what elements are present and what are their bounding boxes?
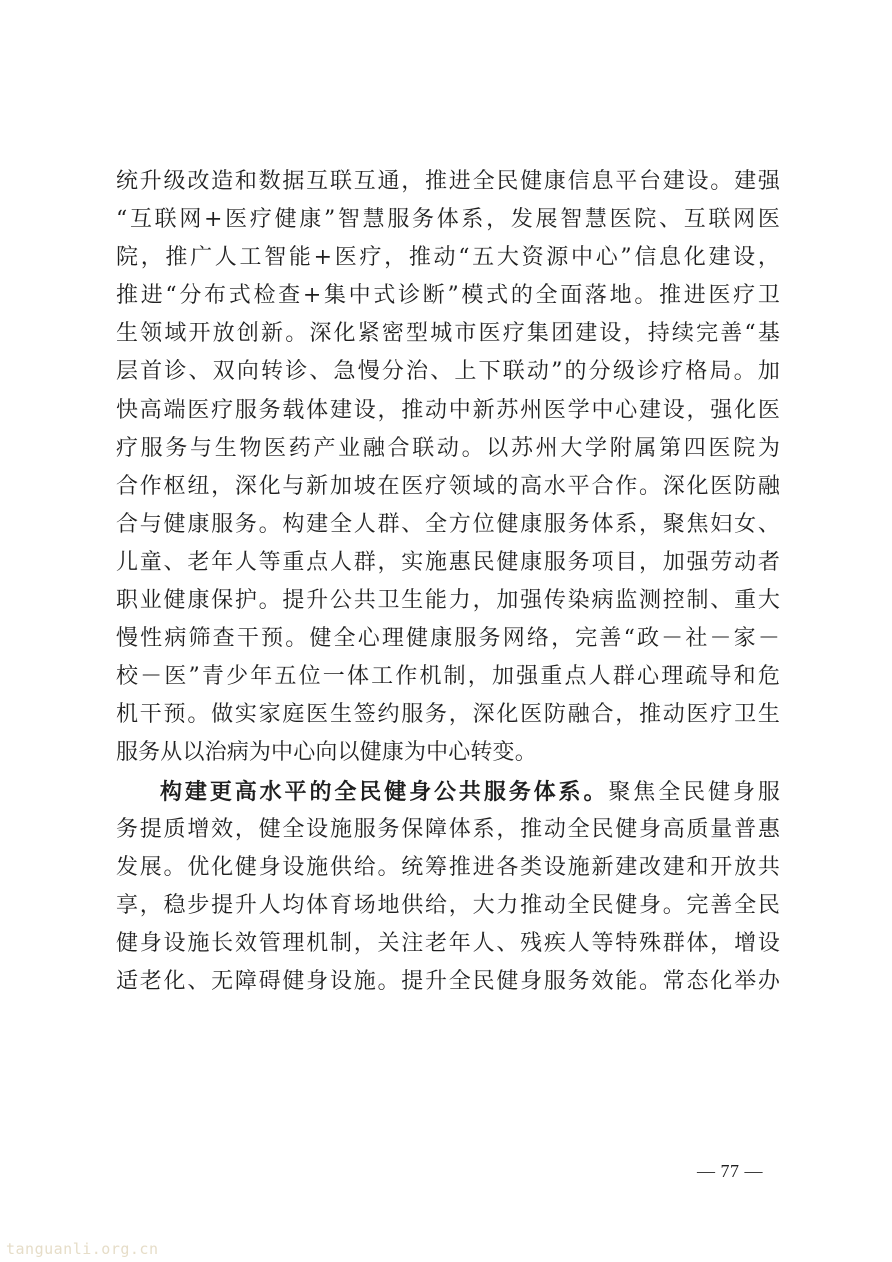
text-line: 合与健康服务。构建全人群、全方位健康服务体系，聚焦妇女、 [116,511,780,537]
text-line: 统升级改造和数据互联互通，推进全民健康信息平台建设。建强 [116,169,780,194]
text-line: 合作枢纽，深化与新加坡在医疗领域的高水平合作。深化医防融 [116,473,780,499]
text-line: 疗服务与生物医药产业融合联动。以苏州大学附属第四医院为 [116,435,780,461]
text-line: 快高端医疗服务载体建设，推动中新苏州医学中心建设，强化医 [116,397,780,423]
text-line: 机干预。做实家庭医生签约服务，深化医防融合，推动医疗卫生 [116,702,780,728]
paragraph-first-line [116,773,780,811]
body-text [116,163,780,1001]
text-line: 发展。优化健身设施供给。统筹推进各类设施新建改建和开放共 [116,854,780,880]
text-line: 推进“分布式检查+集中式诊断”模式的全面落地。推进医疗卫 [116,283,780,309]
text-line: 院，推广人工智能+医疗，推动“五大资源中心”信息化建设， [116,245,780,271]
paragraph-first-line-rest: 聚焦全民健身服 [608,779,780,805]
text-line: 享，稳步提升人均体育场地供给，大力推动全民健身。完善全民 [116,892,780,918]
text-line: 服务从以治病为中心向以健康为中心转变。 [116,740,537,766]
watermark: tanguanli.org.cn [6,1240,159,1258]
text-line: “互联网+医疗健康”智慧服务体系，发展智慧医院、互联网医 [116,207,780,233]
text-line: 慢性病筛查干预。健全心理健康服务网络，完善“政－社－家－ [116,626,780,652]
text-line: 儿童、老年人等重点人群，实施惠民健康服务项目，加强劳动者 [116,549,780,575]
text-line: 健身设施长效管理机制，关注老年人、残疾人等特殊群体，增设 [116,930,780,956]
text-line: 务提质增效，健全设施服务保障体系，推动全民健身高质量普惠 [116,816,780,842]
text-line: 层首诊、双向转诊、急慢分治、上下联动”的分级诊疗格局。加 [116,359,780,385]
text-line: 职业健康保护。提升公共卫生能力，加强传染病监测控制、重大 [116,588,780,614]
text-line: 校－医”青少年五位一体工作机制，加强重点人群心理疏导和危 [116,664,780,690]
text-line: 适老化、无障碍健身设施。提升全民健身服务效能。常态化举办 [116,968,780,994]
page-number: — 77 — [697,1161,763,1181]
text-line: 生领域开放创新。深化紧密型城市医疗集团建设，持续完善“基 [116,321,780,347]
paragraph-heading: 构建更高水平的全民健身公共服务体系。 [160,778,609,805]
